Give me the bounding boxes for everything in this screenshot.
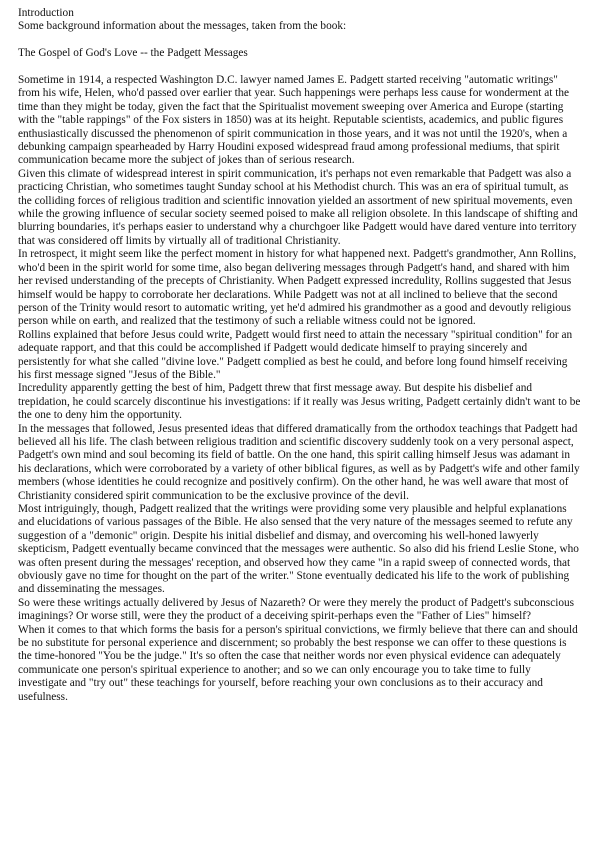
paragraph-3: In retrospect, it might seem like the perfect moment in history for what happened next. Padgett's grandmother, Ann Rollins, who'd been in the spirit world for some time, also began delivering messages through Padgett's hand, and shared with him her revised understanding of the precepts of Christianity. When Padgett expressed incredulity, Rollins suggested that Jesus himself would be happy to corroborate her declarations. While Padgett was not at all inclined to believe that the second person of the Trinity would resort to automatic writing, yet he'd admired his grandmother as a good and devoutly religious person while on earth, and realized that the testimony of such a reliable witness could not be ignored. <box>18 248 577 328</box>
paragraph-2: Given this climate of widespread interest in spirit communication, it's perhaps not even remarkable that Padgett was also a practicing Christian, who sometimes taught Sunday school at his Methodist church. This was an era of spiritual tumult, as the colliding forces of religious tradition and scientific innovation yielded an assortment of new spiritual movements, even while the growing influence of secular society seemed poised to make all religion obsolete. In this landscape of shifting and blurring boundaries, it's perhaps easier to understand why a churchgoer like Padgett would have dared venture into territory that was considered off limits by virtually all of traditional Christianity. <box>18 167 578 247</box>
spacer <box>18 61 582 74</box>
section-heading: Introduction <box>18 7 74 19</box>
paragraph-6: In the messages that followed, Jesus presented ideas that differed dramatically from the orthodox teachings that Padgett had believed all his life. The clash between religious tradition and scientific discovery suddenly took on a very personal aspect, Padgett's own mind and soul becoming its field of battle. On the one hand, this spirit calling himself Jesus was adamant in his declarations, which were corroborated by a variety of other biblical figures, as well as by Padgett's wife and other family members (whose identities he could recognize and positively confirm). On the other hand, he was well aware that most of Christianity considered spirit communication to be the exclusive province of the devil. <box>18 422 580 502</box>
paragraph-9: When it comes to that which forms the basis for a person's spiritual convictions, we firmly believe that there can and should be no substitute for personal experience and discernment; so probably the best response we can offer to these questions is the time-honored "You be the judge." It's so often the case that neither words nor even physical evidence can adequately communicate one person's spiritual experience to another; and so we can only encourage you to take time to fully investigate and "try out" these teachings for yourself, before reaching your own conclusions as to their accuracy and usefulness. <box>18 623 578 703</box>
intro-note: Some background information about the messages, taken from the book: <box>18 20 347 33</box>
paragraph-7: Most intriguingly, though, Padgett realized that the writings were providing some very plausible and helpful explanations and elucidations of various passages of the Bible. He also sensed that the very nature of the messages seemed to refute any suggestion of a "demonic" origin. Despite his initial disbelief and dismay, and overcoming his well-honed lawyerly skepticism, Padgett eventually became convinced that the messages were authentic. So also did his friend Leslie Stone, who was often present during the messages' reception, and observed how they came "in a rapid sweep of connected words, that obviously gave no time for thought on the part of the writer." Stone eventually dedicated his life to the work of publishing and disseminating the messages. <box>18 503 579 596</box>
paragraph-4: Rollins explained that before Jesus could write, Padgett would first need to attain the necessary "spiritual condition" for an adequate rapport, and that this could be accomplished if Padgett would dedicate himself to praying sincerely and persistently for what she called "divine love." Padgett complied as best he could, and before long found himself receiving his first message signed "Jesus of the Bible." <box>18 328 573 381</box>
paragraph-1: Sometime in 1914, a respected Washington D.C. lawyer named James E. Padgett started receiving "automatic writings" from his wife, Helen, who'd passed over earlier that year. Such happenings were perhaps less cause for wonderment at the time than they might be today, given the fact that the Spiritualist movement sweeping over America and Europe (starting with the "table rappings" of the Fox sisters in 1850) was at its height. Reputable scientists, academics, and public figures enthusiastically discussed the phenomenon of spirit communication in those years, and it was not until the 1920's, when a debunking campaign spearheaded by Harry Houdini exposed widespread fraud among professional mediums, that spirit communication became more the subject of jokes than of serious research. <box>18 74 570 167</box>
paragraph-5: Incredulity apparently getting the best of him, Padgett threw that first message away. But despite his disbelief and trepidation, he could scarcely discontinue his investigations: if it really was Jesus writing, Padgett certainly didn't want to be the one to deny him the opportunity. <box>18 382 581 422</box>
book-title: The Gospel of God's Love -- the Padgett Messages <box>18 47 248 60</box>
spacer <box>18 34 582 47</box>
paragraph-8: So were these writings actually delivered by Jesus of Nazareth? Or were they merely the product of Padgett's subconscious imaginings? Or worse still, were they the product of a deceiving spirit-perhaps even the "Father of Lies" himself? <box>18 596 575 623</box>
